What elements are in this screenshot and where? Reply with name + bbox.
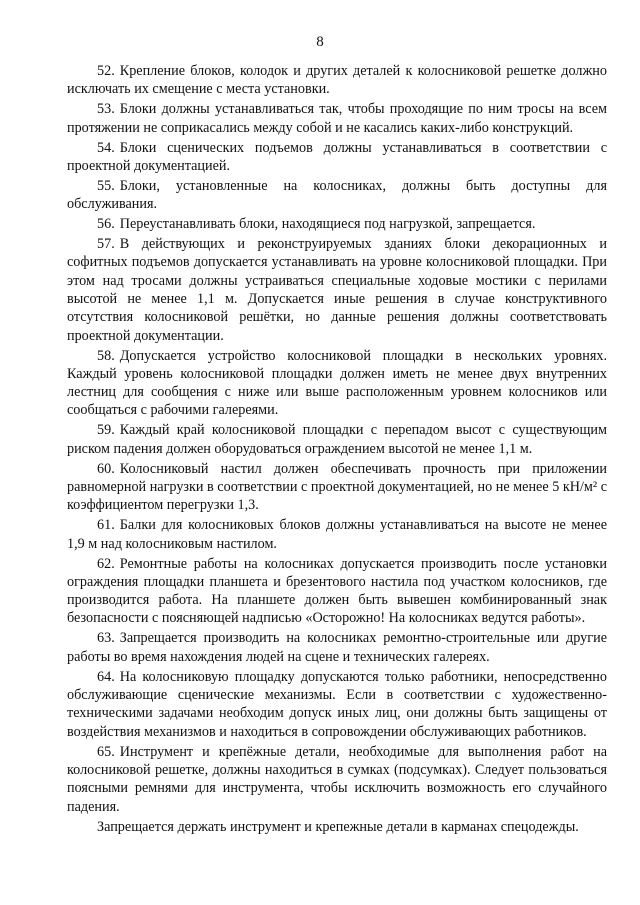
paragraph-text: Каждый край колосниковой площадки с перепадом высот с существующим риском падения должен оборудоваться ограждением высотой не менее 1,1 м. [67,422,607,457]
paragraph-56 [67,215,607,233]
document-body [67,62,607,837]
paragraph-60 [67,460,607,515]
paragraph-text: Блоки сценических подъемов должны устанавливаться в соответствии с проектной документацией. [67,139,607,174]
paragraph-57 [67,235,607,345]
paragraph-text: В действующих и реконструируемых зданиях блоки декорационных и софитных подъемов допускается устанавливать на уровне колосниковой площадки. При этом над тросами должны устраиваться специальные ходовые мостики с перилами высотой не менее 1,1 м. Допускается иные решения в случае конструктивного отсутствия колосниковой решётки, но данные решения должны соответствовать проектной документации. [67,236,607,344]
paragraph-number: 52. [97,63,115,79]
paragraph-58 [67,347,607,420]
paragraph-number: 58. [97,347,115,364]
paragraph-number: 57. [97,236,115,253]
paragraph-text: Крепление блоков, колодок и других деталей к колосниковой решетке должно исключать их смещение с места установки. [67,63,607,98]
paragraph-text: На колосниковую площадку допускаются только работники, непосредственно обслуживающие сценические механизмы. Если в соответствии с художественно-техническими задачами необходим допуск иных лиц, они должны быть защищены от воздействия механизмов и находиться в сопровождении обслуживающих работников. [67,668,607,740]
paragraph-65 [67,743,607,816]
paragraph-number: 63. [97,630,115,647]
page-number: 8 [316,34,324,50]
paragraph-52 [67,62,607,99]
paragraph-text: Допускается устройство колосниковой площадки в нескольких уровнях. Каждый уровень колосниковой площадки должен иметь не менее двух внутренних лестниц для сообщения с ниже или выше расположенным уровнем колосников или сообщаться с рабочими галереями. [67,347,607,419]
paragraph-text: Блоки, установленные на колосниках, должны быть доступны для обслуживания. [67,177,607,213]
paragraph-text: Запрещается производить на колосниках ремонтно-строительные или другие работы во время нахождения людей на сцене и технических галереях. [67,630,607,665]
paragraph-53 [67,100,607,137]
paragraph-text: Инструмент и крепёжные детали, необходимые для выполнения работ на колосниковой решетке, должны находиться в сумках (подсумках). Следует пользоваться поясными ремнями для инструмента, чтобы исключить возможность его случайного падения. [67,743,607,815]
paragraph-number: 64. [97,668,115,685]
paragraph-number: 53. [97,101,115,118]
paragraph-number: 54. [97,139,115,156]
paragraph-number: 65. [97,743,115,760]
paragraph-55 [67,177,607,214]
paragraph-63 [67,629,607,666]
paragraph-64 [67,668,607,741]
paragraph-61 [67,516,607,553]
paragraph-number: 56. [97,216,115,233]
paragraph-text: Колосниковый настил должен обеспечивать прочность при приложении равномерной нагрузки в соответствии с проектной документацией, но не менее 5 кН/м² с коэффициентом перегрузки 1,3. [67,460,607,514]
paragraph-62 [67,555,607,628]
paragraph-text: Переустанавливать блоки, находящиеся под нагрузкой, запрещается. [119,216,536,233]
paragraph-59 [67,421,607,458]
paragraph-text: Запрещается держать инструмент и крепежные детали в карманах спецодежды. [97,818,579,835]
paragraph-number: 60. [97,460,115,477]
paragraph-text: Блоки должны устанавливаться так, чтобы проходящие по ним тросы на всем протяжении не соприкасались между собой и не касались каких-либо конструкций. [67,101,607,136]
paragraph-text: Балки для колосниковых блоков должны устанавливаться на высоте не менее 1,9 м над колосниковым настилом. [67,517,607,552]
paragraph-54 [67,139,607,176]
paragraph-number: 59. [97,422,115,439]
paragraph-number: 61. [97,517,115,534]
paragraph-number: 62. [97,555,115,572]
paragraph-number: 55. [97,177,115,194]
paragraph-text: Ремонтные работы на колосниках допускается производить после установки ограждения площадки планшета и брезентового настила под участком колосников, где производится работа. На планшете должен быть вывешен комбинированный знак безопасности с поясняющей надписью «Осторожно! На колосниках ведутся работы». [67,555,607,627]
paragraph-final [67,818,607,836]
